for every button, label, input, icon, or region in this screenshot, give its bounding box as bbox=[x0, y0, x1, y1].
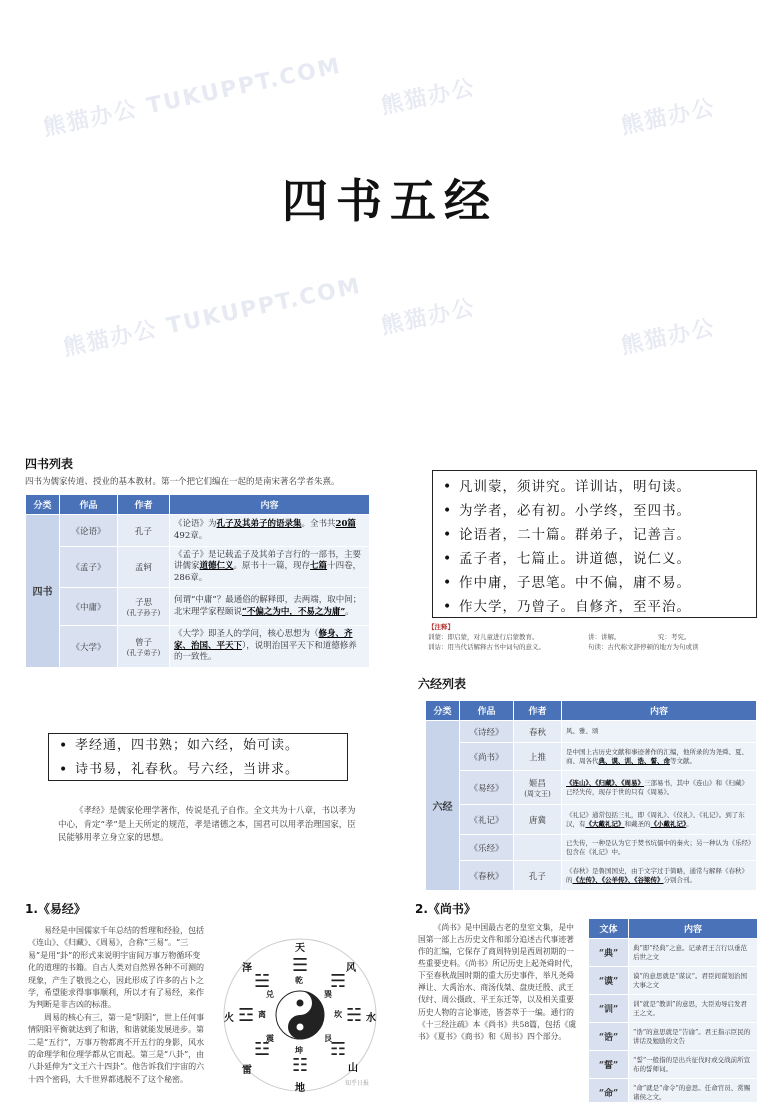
work-cell: 《大学》 bbox=[60, 626, 118, 667]
sishu-heading: 四书列表 bbox=[25, 457, 74, 471]
work-cell: 《孟子》 bbox=[60, 547, 118, 588]
header-category: 分类 bbox=[426, 701, 460, 721]
author-cell: 孟轲 bbox=[118, 547, 170, 588]
notes bbox=[428, 622, 768, 652]
trigram-qian-icon: ☰ bbox=[292, 955, 309, 976]
author-cell bbox=[514, 835, 562, 861]
name-kan: 坎 bbox=[334, 1009, 342, 1019]
table-row bbox=[426, 805, 757, 835]
xiaojing-paragraph: 《孝经》是儒家伦理学著作，传说是孔子自作。全文共为十八章，书以孝为中心，肯定“孝”是上天所定的规范，孝是诸德之本，国君可以用孝治理国家，臣民能够用孝立身立家的思想。 bbox=[58, 806, 356, 844]
header-content: 内容 bbox=[170, 495, 370, 515]
yijing-paragraph-2: 周易的核心有三，第一是“阴阳”，世上任何事情阴阳平衡就达到了和谐，和谐就能发展进步。第二是“五行”，万事万物都离不开五行的身影，风水的命理学和位理学都从它而起。第三是“八卦”，由八卦延伸为“文王六十四卦”。他告诉我们宇宙的六十四个密码，大千世界都逃脱不了这个秘密。 bbox=[28, 1012, 205, 1084]
yijing-text bbox=[28, 925, 208, 1086]
genre-cell: “命” bbox=[589, 1079, 629, 1102]
yin-yang-icon bbox=[276, 991, 324, 1039]
header-category: 分类 bbox=[26, 495, 60, 515]
header-author: 作者 bbox=[118, 495, 170, 515]
table-row bbox=[589, 1023, 758, 1051]
content-cell: 《大学》即圣人的学问，核心思想为（修身、齐家、治国、平天下），说明治国平天下和道德修养的一致性。 bbox=[170, 626, 370, 667]
content-cell: 《论语》为孔子及其弟子的语录集。全书共20篇492章。 bbox=[170, 515, 370, 547]
trigram-dui-icon: ☱ bbox=[254, 971, 271, 992]
page-title: 四书五经 bbox=[282, 174, 498, 228]
content-cell: 《礼记》通常包括三礼，即《周礼》、《仪礼》、《礼记》。到了东汉，有《大戴礼记》和戴圣的《小戴礼记》。 bbox=[562, 805, 757, 835]
content-cell: 《连山》、《归藏》、《周易》三部易书，其中《连山》和《归藏》已经失传，现存于世的只有《周易》。 bbox=[562, 771, 757, 805]
trigram-zhen-icon: ☳ bbox=[254, 1039, 271, 1060]
yijing-heading: 1.《易经》 bbox=[25, 902, 86, 916]
verse-line: • 诗书易，礼春秋。号六经，当讲求。 bbox=[53, 758, 343, 782]
name-dui: 兑 bbox=[266, 989, 274, 999]
table-row bbox=[589, 967, 758, 995]
table-row bbox=[426, 835, 757, 861]
notes-line-1: 训蒙：即启蒙，对儿童进行启蒙教育。 讲：讲解。 究：考究。 bbox=[428, 633, 691, 642]
trigram-xun-icon: ☴ bbox=[330, 971, 347, 992]
header-genre: 文体 bbox=[589, 919, 629, 939]
content-cell: 《春秋》是鲁国国史，由于文字过于简略，通常与解释《春秋》的《左传》、《公羊传》、《谷梁传》分别合刊。 bbox=[562, 861, 757, 891]
author-cell: 曾子 (孔子弟子) bbox=[118, 626, 170, 667]
watermark: 熊猫办公 bbox=[378, 75, 478, 120]
name-zhen: 震 bbox=[266, 1033, 274, 1043]
yijing-paragraph-1: 易经是中国儒家千年总结的哲理和经验，包括《连山》、《归藏》、《周易》，合称“三易”。“三易”是用“卦”的形式来说明宇宙间万事万物循环变化的道理的书籍。自古人类对自然界各种不可测的现象，产生了敬畏之心，因此形成了许多的占卜之学，希望能求得事事顺利，所以才有了易经，来作为判断是非吉凶的标准。 bbox=[28, 926, 204, 1010]
name-qian: 乾 bbox=[295, 975, 303, 985]
watermark: 熊猫办公 TUKUPPT.COM bbox=[61, 273, 364, 362]
shangshu-heading: 2.《尚书》 bbox=[415, 902, 476, 916]
trigram-kun-icon: ☷ bbox=[292, 1055, 309, 1076]
table-row bbox=[426, 743, 757, 771]
notes-label: 【注释】 bbox=[428, 623, 454, 631]
genre-cell: “谟” bbox=[589, 967, 629, 995]
name-li: 离 bbox=[258, 1009, 266, 1019]
shangshu-table bbox=[588, 918, 758, 1102]
verse-line: • 凡训蒙，须讲究。详训诂，明句读。 bbox=[437, 475, 752, 499]
sanzi-box-1 bbox=[432, 470, 757, 618]
header-work: 作品 bbox=[460, 701, 514, 721]
verse-line: • 孝经通，四书熟；如六经，始可读。 bbox=[53, 734, 343, 758]
sishu-intro: 四书为儒家传道、授业的基本教材。第一个把它们编在一起的是南宋著名学者朱熹。 bbox=[25, 477, 340, 487]
sanzi-box-2 bbox=[48, 733, 348, 781]
desc-cell: “诰”的意思就是“告谕”。君王指示臣民的讲话及勉励的文告 bbox=[629, 1023, 758, 1051]
author-cell: 春秋 bbox=[514, 721, 562, 743]
name-gen: 艮 bbox=[324, 1033, 332, 1043]
content-cell: 《孟子》是记载孟子及其弟子言行的一部书，主要讲儒家道德仁义。原书十一篇，现存七篇十四卷，286章。 bbox=[170, 547, 370, 588]
label-shan: 山 bbox=[348, 1063, 358, 1074]
header-author: 作者 bbox=[514, 701, 562, 721]
verse-line: • 孟子者，七篇止。讲道德，说仁义。 bbox=[437, 547, 752, 571]
liujing-heading: 六经列表 bbox=[418, 677, 467, 691]
label-feng: 风 bbox=[346, 963, 356, 974]
verse-line: • 作中庸，子思笔。中不偏，庸不易。 bbox=[437, 571, 752, 595]
trigram-gen-icon: ☶ bbox=[330, 1039, 347, 1060]
sishu-table bbox=[25, 494, 370, 668]
work-cell: 《中庸》 bbox=[60, 588, 118, 626]
table-row bbox=[26, 588, 370, 626]
content-cell: 是中国上古历史文献和事迹著作的汇编，他所录的为尧舜、夏、商、周各代典、谟、训、诰、誓、命等文献。 bbox=[562, 743, 757, 771]
author-cell: 姬昌 (周文王) bbox=[514, 771, 562, 805]
content-cell: 风、雅、颂 bbox=[562, 721, 757, 743]
desc-cell: 训”就是“教训”的意思，大臣劝导启发君王之文。 bbox=[629, 995, 758, 1023]
table-row bbox=[26, 515, 370, 547]
header-work: 作品 bbox=[60, 495, 118, 515]
desc-cell: 典”即“经典”之意。记录君王言行以垂范后世之文 bbox=[629, 939, 758, 967]
label-lei: 雷 bbox=[242, 1065, 252, 1076]
genre-cell: “典” bbox=[589, 939, 629, 967]
author-cell: 上推 bbox=[514, 743, 562, 771]
notes-line-2: 训诂：用当代话解释古书中词句的意义。 句读：古代称文辞停顿的地方为句或读 bbox=[428, 643, 699, 652]
category-cell: 六经 bbox=[426, 721, 460, 891]
watermark: 熊猫办公 TUKUPPT.COM bbox=[41, 53, 344, 142]
table-row bbox=[426, 861, 757, 891]
watermark: 熊猫办公 bbox=[378, 295, 478, 340]
desc-cell: 谟”的意思就是“谋议”。君臣间谋划治国大事之文 bbox=[629, 967, 758, 995]
author-cell: 孔子 bbox=[118, 515, 170, 547]
work-cell: 《诗经》 bbox=[460, 721, 514, 743]
header-content: 内容 bbox=[562, 701, 757, 721]
table-row bbox=[426, 771, 757, 805]
label-di: 地 bbox=[295, 1083, 305, 1094]
table-row bbox=[26, 547, 370, 588]
desc-cell: “命”就是“命令”的意思。任命官员、赏赐诸侯之文。 bbox=[629, 1079, 758, 1102]
verse-line: • 论语者，二十篇。群弟子，记善言。 bbox=[437, 523, 752, 547]
work-cell: 《易经》 bbox=[460, 771, 514, 805]
work-cell: 《尚书》 bbox=[460, 743, 514, 771]
table-row bbox=[589, 939, 758, 967]
genre-cell: “训” bbox=[589, 995, 629, 1023]
watermark: 熊猫办公 bbox=[618, 315, 718, 360]
verse-line: • 作大学，乃曾子。自修齐，至平治。 bbox=[437, 595, 752, 619]
header-content: 内容 bbox=[629, 919, 758, 939]
bagua-diagram bbox=[218, 935, 383, 1095]
genre-cell: “诰” bbox=[589, 1023, 629, 1051]
table-row bbox=[589, 995, 758, 1023]
genre-cell: “誓” bbox=[589, 1051, 629, 1079]
work-cell: 《礼记》 bbox=[460, 805, 514, 835]
table-row bbox=[26, 626, 370, 667]
work-cell: 《乐经》 bbox=[460, 835, 514, 861]
label-shui: 水 bbox=[366, 1013, 376, 1024]
work-cell: 《春秋》 bbox=[460, 861, 514, 891]
table-row bbox=[589, 1079, 758, 1102]
liujing-table bbox=[425, 700, 757, 891]
author-cell: 孔子 bbox=[514, 861, 562, 891]
author-cell: 子思 (孔子孙子) bbox=[118, 588, 170, 626]
shangshu-paragraph: 《尚书》是中国最古老的皇室文集，是中国第一部上古历史文件和部分追述古代事迹著作的汇编，它保存了商周特别是西周初期的一些重要史料。《尚书》所记历史上起尧舜时代，下至春秋战国时期的重大历史事件，举凡尧舜禅让、大禹治水、商汤伐桀、盘庚迁殷、武王伐纣、周公摄政、平王东迁等，以及相关重要历史人物的言论事迹，皆荟萃于一编。通行的《十三经注疏》本《尚书》共58篇，包括《虞书》《夏书》《商书》和《周书》四个部分。 bbox=[418, 923, 578, 1041]
table-row bbox=[589, 1051, 758, 1079]
label-huo: 火 bbox=[224, 1013, 234, 1024]
work-cell: 《论语》 bbox=[60, 515, 118, 547]
diagram-caption: 知乎日报 bbox=[345, 1080, 370, 1087]
author-cell: 唐冀 bbox=[514, 805, 562, 835]
watermark: 熊猫办公 bbox=[618, 95, 718, 140]
category-cell: 四书 bbox=[26, 515, 60, 668]
trigram-li-icon: ☲ bbox=[238, 1005, 255, 1026]
table-row bbox=[426, 721, 757, 743]
verse-line: • 为学者，必有初。小学终，至四书。 bbox=[437, 499, 752, 523]
content-cell: 已失传，一种是认为它于焚书坑儒中的秦火；另一种认为《乐经》包含在《礼记》中。 bbox=[562, 835, 757, 861]
name-xun: 巽 bbox=[324, 989, 332, 999]
content-cell: 何谓“中庸”？最通俗的解释即，去两端，取中间；北宋理学家程颐说“不偏之为中，不易之为庸”。 bbox=[170, 588, 370, 626]
label-ze: 泽 bbox=[242, 963, 252, 974]
label-tian: 天 bbox=[295, 943, 305, 954]
desc-cell: “誓”一般指的是出兵征伐时或交战前所宣布的誓师词。 bbox=[629, 1051, 758, 1079]
name-kun: 坤 bbox=[295, 1045, 303, 1055]
trigram-kan-icon: ☵ bbox=[346, 1005, 363, 1026]
